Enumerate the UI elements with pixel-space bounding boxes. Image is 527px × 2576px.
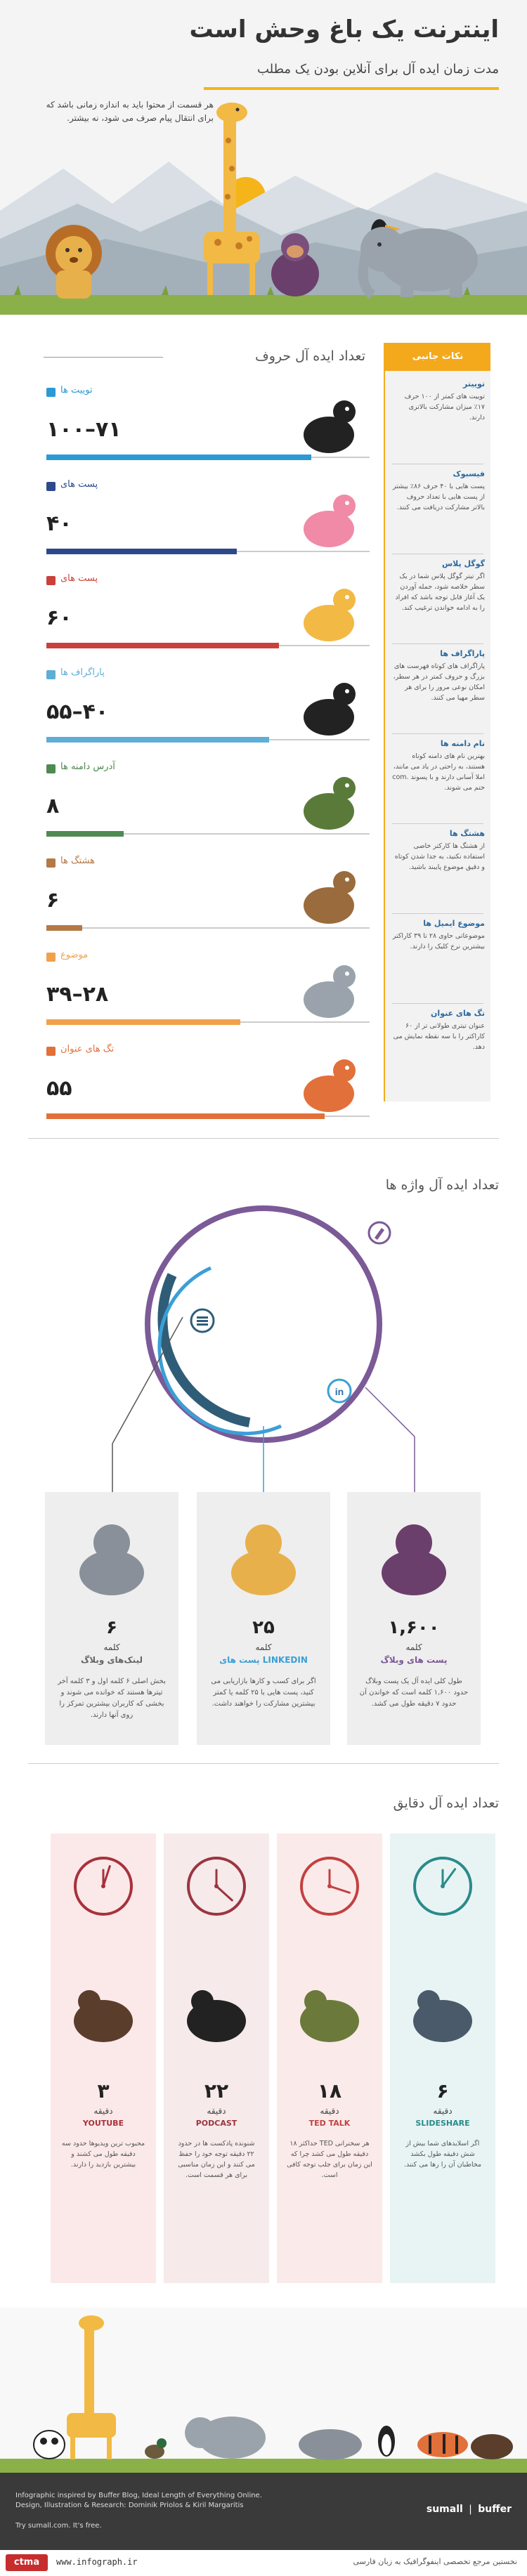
footer-credit: Infographic inspired by Buffer Blog, Ideal Length of Everything Online. Design, Illustration & Research: Dominik Priolos & Kiril Margaritis bbox=[15, 2492, 262, 2509]
side-note-text: اگر تیتر گوگل پلاس شما در یک سطر خلاصه شود، جمله آوردن یک آغاز قابل توجه باشد که افراد را به ادامه خواندن ترغیب کند. bbox=[395, 573, 485, 612]
buffer-icon bbox=[191, 1309, 214, 1332]
section-words-title: تعداد ایده آل واژه ها bbox=[385, 1177, 499, 1193]
blog-icon bbox=[369, 1222, 390, 1243]
side-note-text: از هشتگ ها کارکتر خاصی استفاده نکنید، به جدا شدن کوتاه و دقیق موضوع پایبند باشید. bbox=[394, 842, 485, 871]
metric-label: پاراگراف ها bbox=[60, 667, 105, 678]
metric-value: ۴۰ bbox=[46, 511, 72, 536]
side-note bbox=[392, 919, 485, 952]
word-card-unit: کلمه bbox=[103, 1642, 120, 1652]
word-card-platform: پست های وبلاگ bbox=[380, 1655, 448, 1665]
metric-label: هشتگ ها bbox=[60, 856, 95, 866]
metric-value: ۸ bbox=[46, 794, 60, 818]
title-underline bbox=[204, 87, 499, 90]
metric-label: پست های bbox=[60, 479, 98, 490]
metric-bar bbox=[46, 831, 124, 837]
word-card-text: اگر برای کسب و کارها بازاریابی می کنید، پست هایی با ۲۵ کلمه یا کمتر بیشترین مشارکت را خواهند داشت. bbox=[211, 1678, 316, 1708]
metric-value: ۶ bbox=[46, 888, 60, 913]
hashtag-icon bbox=[46, 858, 56, 868]
metric-value: ۵۵ bbox=[46, 1076, 72, 1101]
panda-icon bbox=[287, 665, 371, 749]
minute-column-platform: PODCAST bbox=[195, 2119, 238, 2128]
side-note-title: نام دامنه ها bbox=[440, 739, 485, 748]
word-card-text: بخش اصلی ۶ کلمه اول و ۳ کلمه آخر تیترها هستند که خوانده می شوند و بخشی که کاربران بیشترین تمرکز را روی آنها دارند. bbox=[58, 1678, 166, 1719]
side-note-title: موضوع ایمیل ها bbox=[423, 919, 485, 928]
footer-bar bbox=[0, 2473, 527, 2550]
metric-label: پست های bbox=[60, 573, 98, 584]
intro-text: هر قسمت از محتوا باید به اندازه زمانی باشد که برای انتقال پیام صرف می شود، نه بیشتر. bbox=[46, 100, 214, 123]
duck-icon bbox=[145, 2438, 167, 2459]
metric-bar bbox=[46, 549, 237, 554]
side-note-title: تگ های عنوان bbox=[431, 1009, 485, 1018]
hero-scene bbox=[0, 0, 527, 315]
metric-bar bbox=[46, 455, 311, 460]
side-note-text: موضوعاتی حاوی ۲۸ تا ۳۹ کاراکتر بیشترین نرخ کلیک را دارند. bbox=[392, 932, 485, 950]
words-diagram bbox=[0, 1194, 527, 1503]
metric-value: ۶۰ bbox=[46, 606, 72, 630]
side-note-separator bbox=[392, 643, 483, 644]
site-tagline: نخستین مرجع تخصصی اینفوگرافیک به زبان فارسی bbox=[353, 2557, 517, 2566]
word-card-number: ۱,۶۰۰ bbox=[388, 1617, 440, 1638]
minute-column-text: اگر اسلایدهای شما بیش از شش دقیقه طول بکشد مخاطبان آن را رها می کنند. bbox=[403, 2140, 482, 2169]
side-note-title: فیسبوک bbox=[453, 469, 485, 478]
metric-bar bbox=[46, 925, 82, 931]
minute-column bbox=[164, 1833, 269, 2283]
metric-label: تگ های عنوان bbox=[60, 1044, 115, 1054]
side-note bbox=[392, 559, 485, 613]
hero-banner bbox=[0, 0, 527, 315]
word-card-platform: لینک‌های وبلاگ bbox=[81, 1655, 143, 1665]
giraffe-icon bbox=[287, 570, 371, 655]
paragraph-icon bbox=[46, 670, 56, 679]
minute-column-number: ۶ bbox=[436, 2079, 449, 2103]
side-note-separator bbox=[392, 913, 483, 914]
gorilla-icon bbox=[365, 1506, 463, 1604]
side-note-separator bbox=[392, 823, 483, 824]
side-note-title: توییتر bbox=[463, 379, 485, 388]
minute-column-text: شنونده پادکست ها در حدود ۲۲ دقیقه توجه خود را حفظ می کنند و این زمان مناسبی برای هر قسمت است. bbox=[178, 2140, 255, 2179]
side-note-text: پست هایی با ۴۰ حرف ۸۶٪ بیشتر از پست هایی با تعداد حروف بالاتر مشارکت دریافت می کنند. bbox=[392, 483, 485, 511]
yak-icon bbox=[471, 2434, 513, 2459]
seal-icon bbox=[401, 1970, 485, 2055]
side-note-text: پاراگراف های کوتاه فهرست های بزرگ و حروف کمتر در هر سطر، امکان نوعی مرور را برای هر سطر مهیا می کنند. bbox=[393, 662, 485, 702]
word-card-unit: کلمه bbox=[255, 1642, 272, 1652]
side-note bbox=[392, 1009, 485, 1052]
side-note-text: توییت های کمتر از ۱۰۰ حرف ۱۷٪ میزان مشارکت بالاتری دارند. bbox=[404, 393, 485, 421]
metric-bar bbox=[46, 643, 279, 648]
yak-icon bbox=[61, 1970, 145, 2055]
metric-label: موضوع bbox=[60, 950, 89, 960]
turtle-icon bbox=[287, 1970, 372, 2055]
side-note bbox=[392, 739, 485, 793]
minute-column bbox=[51, 1833, 156, 2283]
metric-value: ۴۰–۵۵ bbox=[46, 700, 109, 724]
word-card-number: ۲۵ bbox=[252, 1617, 275, 1638]
toucan-icon bbox=[287, 382, 371, 466]
rabbit-icon bbox=[287, 853, 371, 937]
side-note-separator bbox=[392, 733, 483, 734]
title-tag-icon bbox=[46, 1047, 56, 1056]
word-card bbox=[197, 1492, 330, 1745]
section-title-rule bbox=[44, 357, 163, 358]
minute-column-unit: دقیقه bbox=[433, 2106, 453, 2116]
side-note bbox=[392, 379, 485, 423]
section-characters-title: تعداد ایده آل حروف bbox=[255, 348, 365, 364]
metric-value: ۲۸–۳۹ bbox=[46, 982, 109, 1007]
minute-column-platform: TED TALK bbox=[308, 2119, 351, 2128]
minute-column-unit: دقیقه bbox=[207, 2106, 226, 2116]
word-card bbox=[347, 1492, 481, 1745]
elephant-icon bbox=[185, 2417, 266, 2459]
site-url[interactable]: www.infograph.ir bbox=[56, 2557, 138, 2567]
minute-column-text: هر سخنرانی TED حداکثر ۱۸ دقیقه طول می کشد چرا که این زمان برای جلب توجه کافی است. bbox=[287, 2140, 372, 2179]
giraffe-icon bbox=[67, 2315, 116, 2459]
clock-icon bbox=[185, 1855, 248, 1918]
side-note-text: بهترین نام های دامنه کوتاه هستند، به راحتی در یاد می مانند، املا آسانی دارند و با پسوند .com ختم می شوند. bbox=[392, 752, 485, 792]
word-card-text: طول کلی ایده آل یک پست وبلاگ حدود ۱,۶۰۰ کلمه است که خواندن آن حدود ۷ دقیقه طول می کشد. bbox=[359, 1678, 469, 1708]
side-note-separator bbox=[392, 1003, 483, 1004]
minute-column-text: محبوب ترین ویدیوها حدود سه دقیقه طول می کشند و بیشترین بازدید را دارند. bbox=[61, 2140, 145, 2169]
side-note bbox=[392, 469, 485, 513]
word-card-platform: پست های LINKEDIN bbox=[219, 1655, 308, 1665]
side-note bbox=[392, 829, 485, 872]
metric-value: ۷۱–۱۰۰ bbox=[46, 417, 122, 442]
minute-column-number: ۲۲ bbox=[204, 2079, 229, 2103]
metric-bar bbox=[46, 1019, 240, 1025]
hippo-icon bbox=[299, 2429, 362, 2460]
footer-animal-scene bbox=[0, 2308, 527, 2473]
duck-icon bbox=[287, 759, 371, 843]
hippo-icon bbox=[63, 1506, 161, 1604]
minute-column-unit: دقیقه bbox=[93, 2106, 113, 2116]
side-note-title: هشتگ ها bbox=[449, 829, 485, 838]
ctma-logo: ctma bbox=[6, 2554, 48, 2571]
minute-column bbox=[277, 1833, 382, 2283]
minute-column-platform: YOUTUBE bbox=[82, 2119, 124, 2128]
svg-text:in: in bbox=[334, 1386, 344, 1397]
metric-bar bbox=[46, 737, 269, 743]
google-plus-icon bbox=[46, 576, 56, 585]
side-notes-panel bbox=[384, 343, 490, 1101]
side-note-title: گوگل پلاس bbox=[442, 559, 485, 568]
word-card bbox=[45, 1492, 178, 1745]
twitter-icon bbox=[46, 388, 56, 397]
metric-label: توییت ها bbox=[60, 385, 93, 395]
tiger-icon bbox=[417, 2432, 468, 2457]
metric-label: آدرس دامنه ها bbox=[60, 761, 115, 772]
side-notes-header: نکات جانبی bbox=[385, 343, 490, 371]
side-note-text: عنوان تیتری طولانی تر از ۶۰ کاراکتر را با سه نقطه نمایش می دهد. bbox=[393, 1022, 485, 1051]
word-card-unit: کلمه bbox=[405, 1642, 422, 1652]
minute-column bbox=[390, 1833, 495, 2283]
publisher-strip bbox=[0, 2550, 527, 2576]
section-divider bbox=[28, 1763, 499, 1764]
word-card-number: ۶ bbox=[106, 1617, 117, 1638]
linkedin-icon bbox=[328, 1380, 351, 1402]
side-note-title: پاراگراف ها bbox=[440, 649, 485, 658]
page-subtitle: مدت زمان ایده آل برای آنلاین بودن یک مطلب bbox=[256, 62, 499, 77]
lion-icon bbox=[214, 1506, 313, 1604]
penguin-icon bbox=[174, 1970, 259, 2055]
minute-column-number: ۱۸ bbox=[317, 2079, 342, 2103]
metric-bar bbox=[46, 1113, 325, 1119]
clock-icon bbox=[72, 1855, 135, 1918]
tiger-icon bbox=[287, 1041, 371, 1125]
facebook-icon bbox=[46, 482, 56, 491]
footer-brand-logos: sumall ❘ buffer bbox=[426, 2504, 512, 2515]
minute-column-unit: دقیقه bbox=[320, 2106, 339, 2116]
minute-column-number: ۳ bbox=[97, 2079, 110, 2103]
section-divider bbox=[28, 1138, 499, 1139]
penguin-icon bbox=[378, 2426, 395, 2457]
footer-scene-illustration bbox=[0, 2308, 527, 2473]
page-title: اینترنت یک باغ وحش است bbox=[189, 15, 499, 44]
clock-icon bbox=[298, 1855, 361, 1918]
clock-icon bbox=[411, 1855, 474, 1918]
minute-column-platform: SLIDESHARE bbox=[415, 2119, 470, 2128]
flamingo-icon bbox=[287, 476, 371, 561]
side-note bbox=[392, 649, 485, 703]
section-minutes-title: تعداد ایده آل دقایق bbox=[393, 1796, 499, 1811]
metric-row bbox=[44, 1044, 371, 1177]
footer-try-link[interactable]: Try sumall.com. It's free. bbox=[15, 2522, 102, 2530]
email-icon bbox=[46, 764, 56, 773]
email-subject-icon bbox=[46, 953, 56, 962]
panda-icon bbox=[34, 2431, 65, 2459]
elephant-icon bbox=[287, 947, 371, 1031]
